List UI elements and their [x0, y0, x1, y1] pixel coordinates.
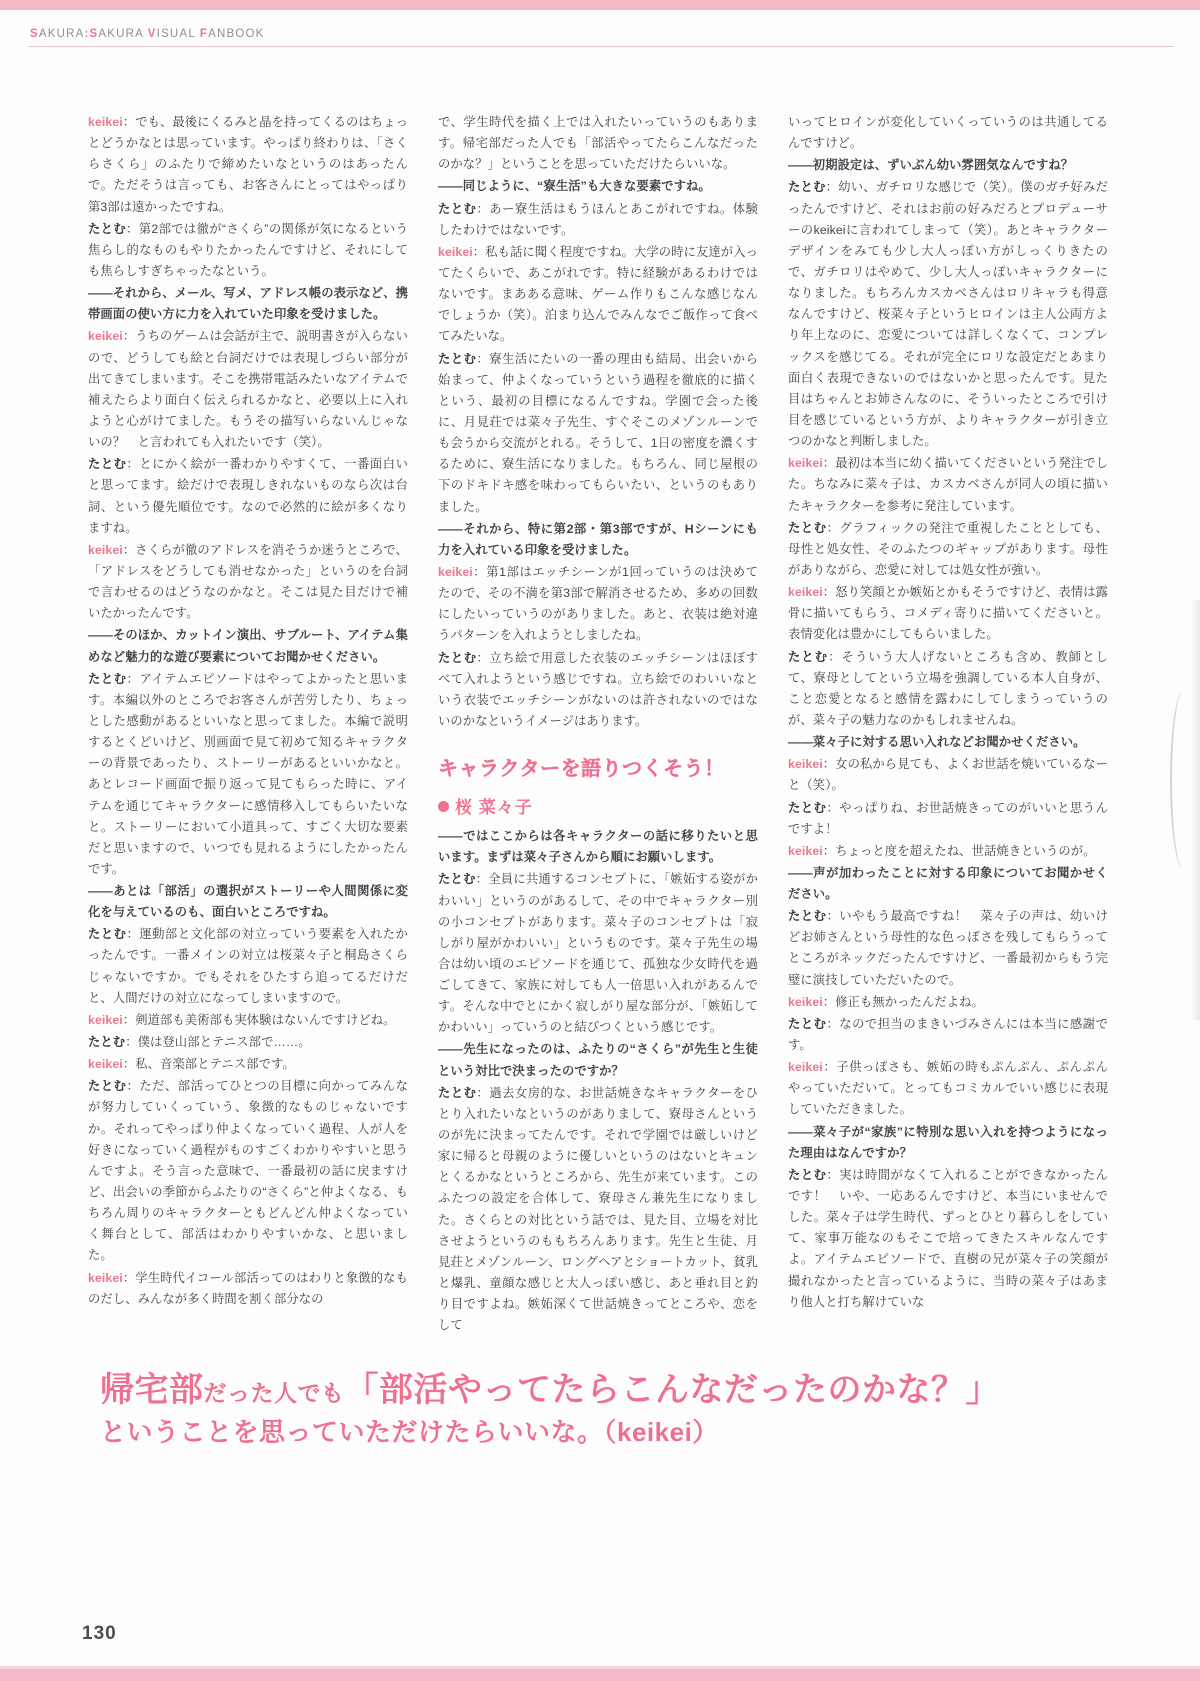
interviewer-question: [88, 625, 408, 667]
question-text: ——それから、メール、写メ、アドレス帳の表示など、携帯画面の使い方に力を入れていた印象を受けました。: [88, 286, 408, 322]
dialogue-text: 私も話に聞く程度ですね。大学の時に友達が入ってたくらいで、あこがれです。特に経験があるわけではないです。まあある意味、ゲーム作りもこんな感じなんでしょうか（笑）。泊まり込んでみんなでご飯作って食べてみたいな。: [438, 244, 758, 344]
dialogue-paragraph: [788, 1057, 1108, 1120]
speaker-label: keikei: [88, 1012, 123, 1027]
dialogue-text: やっぱりね、お世話焼きってのがいいと思うんですよ！: [788, 800, 1108, 836]
dialogue-text: 立ち絵で用意した衣装のエッチシーンはほぼすべて入れようという感じですね。立ち絵でのわいいなという衣装でエッチシーンがないのは許されないのではないのかなというイメージはあります。: [438, 650, 758, 728]
speaker-label: keikei: [788, 994, 823, 1009]
header-text-3: ISUAL: [156, 28, 200, 40]
dialogue-paragraph: [788, 841, 1108, 862]
speaker-label: たとむ: [88, 457, 127, 472]
dialogue-paragraph: [788, 453, 1108, 516]
dialogue-paragraph: [788, 177, 1108, 452]
interviewer-question: [788, 732, 1108, 753]
section-heading: キャラクターを語りつくそう！: [438, 758, 725, 781]
body-text: いってヒロインが変化していくっていうのは共通してるんですけど。: [788, 115, 1108, 151]
dialogue-paragraph: [788, 1165, 1108, 1313]
dialogue-text: 全員に共通するコンセプトに、「嫉妬する姿がかわいい」というのがあるして、その中でキャラクター別の小コンセプトがあります。菜々子のコンセプトは「寂しがり屋がかわいい」というものです。菜々子先生の場合は幼い頃のエピソードを通じて、孤独な少女時代を過ごしてきて、家族に対しても人一倍思い入れがあるんです。そんな中でとにかく寂しがり屋な部分が、「嫉妬してかわいい」っていうのと結びつくという感じです。: [438, 872, 758, 1035]
speaker-label: keikei: [438, 564, 473, 579]
pull-quote-seg-d: ということを思っていただけたらいいな。: [100, 1416, 604, 1447]
article-columns: [88, 112, 1108, 1333]
speaker-label: keikei: [438, 244, 473, 259]
pull-quote-attribution: （keikei）: [603, 1416, 719, 1447]
speaker-separator: ：: [122, 115, 136, 129]
dialogue-text: グラフィックの発注で重視したこととしても、母性と処女性、そのふたつのギャップがあります。母性がありながら、恋愛に対しては処女性が強い。: [788, 520, 1108, 577]
speaker-label: たとむ: [788, 1016, 827, 1031]
dialogue-paragraph: [88, 326, 408, 453]
speaker-label: たとむ: [438, 1085, 477, 1100]
pull-quote-line-1: [100, 1370, 1110, 1411]
dialogue-paragraph: [438, 562, 758, 647]
speaker-label: たとむ: [88, 221, 127, 236]
dialogue-text: 第1部はエッチシーンが1回っていうのは決めてたので、その不満を第3部で解消させるため、多めの回数にしたいっていうのがありました。あと、衣装は絶対違うパターンを入れようとしましたね。: [438, 564, 758, 643]
interviewer-question: [438, 176, 758, 197]
speaker-label: たとむ: [438, 351, 477, 366]
speaker-separator: ：: [822, 757, 836, 772]
dialogue-text: 運動部と文化部の対立っていう要素を入れたかったんです。一番メインの対立は桜菜々子と桐島さくらじゃないですか。でもそれをひたすら追ってるだけだと、人間だけの対立になってしまいますので。: [88, 927, 408, 1005]
interviewer-question: [438, 1039, 758, 1081]
speaker-separator: ：: [826, 1016, 840, 1031]
dialogue-text: とにかく絵が一番わかりやすくて、一番面白いと思ってます。絵だけで表現しきれないものなら次は台詞、という優先順位です。なので必然的に絵が多くなりますね。: [88, 457, 408, 535]
dialogue-text: 子供っぽさも、嫉妬の時もぷんぷん、ぷんぷんやっていただいて。とってもコミカルでいい感じに表現していただきました。: [788, 1060, 1108, 1117]
dialogue-text: 女の私から見ても、よくお世話を焼いているなーと（笑）。: [788, 757, 1108, 793]
dialogue-text: なので担当のまきいづみさんには本当に感謝です。: [788, 1016, 1108, 1053]
header-text-4: ANBOOK: [208, 28, 265, 40]
speaker-label: たとむ: [788, 649, 829, 664]
header-initial-v: V: [147, 28, 157, 40]
body-text: で、学生時代を描く上では入れたいっていうのもあります。帰宅部だった人でも「部活やってたらこんなだったのかな？」ということを思っていただけたらいいな。: [438, 115, 758, 172]
speaker-separator: ：: [476, 1085, 490, 1100]
speaker-separator: ：: [826, 1167, 840, 1182]
speaker-label: たとむ: [438, 650, 477, 665]
page-number: 130: [82, 1623, 117, 1644]
speaker-separator: ：: [126, 927, 140, 942]
dialogue-paragraph: [788, 647, 1108, 732]
speaker-separator: ：: [476, 201, 490, 216]
dialogue-text: さくらが徹のアドレスを消そうか迷うところで、「アドレスをどうしても消せなかった」というのを台詞で言わせるのはどうなのかなと。そこは見た目だけで補いたかったんです。: [88, 542, 408, 621]
pull-quote-line-2: [100, 1415, 1110, 1450]
speaker-separator: ：: [826, 520, 840, 535]
speaker-label: たとむ: [88, 1079, 127, 1094]
speaker-separator: ：: [126, 221, 139, 236]
dialogue-paragraph: [88, 540, 408, 625]
interviewer-question: [438, 826, 758, 868]
speaker-separator: ：: [125, 1035, 138, 1050]
dialogue-text: ちょっと度を超えたね、世話焼きというのが。: [835, 843, 1096, 858]
header-divider: [28, 46, 1174, 47]
dialogue-text: でも、最後にくるみと晶を持ってくるのはちょっとどうかなとは思っています。やっぱり終わりは、「さくらさくら」のふたりで締めたいなというのはあったんで。ただそうは言っても、お客さんにとってはやっぱり第3部は遠かったですね。: [88, 115, 408, 214]
dialogue-paragraph: [788, 754, 1108, 796]
dialogue-paragraph: [88, 1032, 408, 1053]
speaker-separator: ：: [826, 909, 840, 924]
column-2: [438, 112, 758, 1333]
speaker-separator: ：: [122, 542, 136, 557]
dialogue-text: そういう大人げないところも含め、教師として、寮母としてという立場を強調している本人自身が、こと恋愛となると感情を露わにしてしまうっていうのが、菜々子の魅力なのかもしれませんね。: [788, 649, 1108, 727]
dialogue-paragraph: [788, 518, 1108, 581]
speaker-separator: ：: [472, 564, 487, 579]
speaker-label: たとむ: [788, 800, 827, 815]
question-text: ——菜々子が“家族”に特別な思い入れを持つようになった理由はなんですか？: [788, 1124, 1108, 1160]
dialogue-paragraph: [88, 112, 408, 218]
interviewer-question: [788, 863, 1108, 905]
dialogue-paragraph: [88, 1076, 408, 1266]
bottom-border-bar: [0, 1669, 1200, 1681]
dialogue-text: 寮生活にたいの一番の理由も結局、出会いから始まって、仲よくなっていうという過程を徹底的に描くという、最初の目標になるんですね。学園で会った後に、月見荘では菜々子先生、すぐそこのメゾンルーンでも会うから交流がとれる。そうして、1日の密度を濃くするために、寮生活になりました。もちろん、同じ屋根の下のドキドキ感を味わってもらいたい、というのもありました。: [438, 351, 758, 514]
dialogue-text: 剣道部も美術部も実体験はないんですけどね。: [135, 1012, 396, 1027]
dialogue-paragraph: [438, 869, 758, 1038]
speaker-label: たとむ: [88, 671, 127, 686]
dialogue-paragraph: [88, 1054, 408, 1075]
speaker-label: keikei: [788, 1060, 823, 1075]
speaker-label: たとむ: [88, 1035, 126, 1050]
dialogue-text: 過去女房的な、お世話焼きなキャラクターをひとり入れたいなというのがありまして、寮母さんというのが先に決まってたんです。それで学園では厳しいけど家に帰ると母親のように優しいというのはないとキュンとくるかなというところから、先生が来ています。このふたつの設定を合体して、寮母さん兼先生になりました。さくらとの対比という話では、見た目、立場を対比させようというのももちろんあります。先生と生徒、月見荘とメゾンルーン、ロングヘアとショートカット、貧乳と爆乳、童顔な感じと大人っぽい感じ、あと垂れ目と釣り目ですよね。嫉妬深くて世話焼きってところや、恋をして: [438, 1085, 758, 1333]
dialogue-paragraph: [88, 219, 408, 282]
speaker-label: keikei: [788, 843, 823, 858]
dialogue-paragraph: [88, 454, 408, 539]
dialogue-paragraph: [788, 1014, 1108, 1056]
interviewer-question: [788, 1122, 1108, 1164]
speaker-label: たとむ: [788, 909, 827, 924]
pull-quote-seg-c: 「部活やってたらこんなだったのかな？」: [344, 1371, 1000, 1409]
speaker-separator: ：: [822, 585, 836, 600]
speaker-label: keikei: [88, 115, 123, 129]
body-paragraph: [438, 112, 758, 175]
dialogue-text: 第2部では徹が“さくら”の関係が気になるという焦らし的なものもやりたかったんですけど、それにしても焦らしすぎちゃったなという。: [88, 221, 408, 278]
speaker-separator: ：: [828, 649, 842, 664]
speaker-label: たとむ: [88, 927, 127, 942]
dialogue-text: 幼い、ガチロリな感じで（笑）。僕のガチ好みだったんですけど、それはお前の好みだろとプロデューサーのkeikeiに言われてしまって（笑）。あとキャラクターデザインをみても少し大人っぽい方がしっくりきたので、ガチロリはやめて、少し大人っぽいキャラクターになりました。もちろんカスカベさんはロリキャラも得意なんですけど、桜菜々子というヒロインは主人公両方より年上なのに、恋愛については詳しくなくて、コンプレックスを感じてる。それが完全にロリな設定だとあまり面白く表現できないのではないかと思ったんです。見た目はちゃんとお姉さんなのに、そういったところで引け目を感じているという方が、よりキャラクターが引き立つのかなと判断しました。: [788, 180, 1108, 449]
body-paragraph: [788, 112, 1108, 154]
header-text-1: AKURA: [38, 28, 85, 40]
page-curl-arc: [1170, 690, 1198, 870]
question-text: ——それから、特に第2部・第3部ですが、Hシーンにも力を入れている印象を受けました。: [438, 521, 758, 557]
dialogue-text: 学生時代イコール部活ってのはわりと象徴的なものだし、みんなが多く時間を割く部分なの: [88, 1270, 408, 1306]
speaker-label: keikei: [88, 1270, 123, 1285]
bullet-icon: [438, 801, 449, 812]
speaker-label: たとむ: [788, 520, 827, 535]
speaker-label: keikei: [788, 456, 823, 471]
dialogue-text: 最初は本当に幼く描いてくださいという発注でした。ちなみに菜々子は、カスカベさんが同人の頃に描いたキャラクターを参考に発注しています。: [788, 456, 1108, 513]
interviewer-question: [788, 155, 1108, 176]
speaker-label: keikei: [88, 1057, 123, 1072]
pull-quote-seg-a: 帰宅部: [100, 1371, 204, 1409]
interviewer-question: [88, 283, 408, 325]
speaker-separator: ：: [122, 1270, 136, 1285]
character-heading-label: 桜 菜々子: [455, 798, 533, 818]
dialogue-text: ただ、部活ってひとつの目標に向かってみんなが努力していくっていう、象徴的なものじゃないですか。それってやっぱり仲よくなっていく過程、人が人を好きになっていく過程がものすごくわかりやすいと思うんですよ。そう言った意味で、一番最初の話に戻ますけど、出会いの季節からふたりの“さくら”と仲よくなる、もちろん周りのキャラクターともどんどん仲よくなっていく舞台として、部活はわかりやすいかな、と思いました。: [88, 1079, 408, 1263]
speaker-separator: ：: [126, 1079, 140, 1094]
interviewer-question: [438, 519, 758, 561]
dialogue-text: 修正も無かったんだよね。: [835, 994, 984, 1009]
question-text: ——初期設定は、ずいぶん幼い雰囲気なんですね？: [788, 158, 1074, 173]
dialogue-text: アイテムエピソードはやってよかったと思います。本編以外のところでお客さんが苦労したり、ちょっとした感動があるといいなと思ってました。本編で説明するとくどいけど、別画面で見て初めて知るキャラクターの背景であったり、ストーリーがあるといいかなと。あとレコード画面で振り返って見てもらった時に、アイテムを通じてキャラクターに感情移入してもらいたいなと。ストーリーにおいて小道具って、すごく大切な要素だと思いますので、いつでも見れるようにしたかったんです。: [88, 671, 408, 876]
question-text: ——そのほか、カットイン演出、サブルート、アイテム集めなど魅力的な遊び要素についてお聞かせください。: [88, 628, 408, 664]
speaker-separator: ：: [822, 456, 836, 471]
question-text: ——あとは「部活」の選択がストーリーや人間関係に変化を与えているのも、面白いところですね。: [88, 884, 408, 920]
dialogue-paragraph: [438, 242, 758, 348]
pull-quote: [100, 1370, 1110, 1450]
header-text-2: AKURA: [98, 28, 148, 40]
dialogue-text: 私、音楽部とテニス部です。: [135, 1057, 295, 1072]
speaker-label: keikei: [88, 542, 123, 557]
speaker-separator: ：: [126, 671, 140, 686]
speaker-separator: ：: [822, 843, 836, 858]
speaker-label: keikei: [88, 329, 123, 344]
speaker-label: たとむ: [788, 1167, 827, 1182]
question-text: ——同じように、“寮生活”も大きな要素ですね。: [438, 179, 711, 194]
speaker-separator: ：: [826, 800, 840, 815]
dialogue-text: うちのゲームは会話が主で、説明書きが入らないので、どうしても絵と台詞だけでは表現しづらい部分が出てきてしまいます。そこを携帯電話みたいなアイテムで補えたらより面白く伝えられるかなと、必要以上に入れようと心がけてました。もうその描写いらないんじゃないの？ と言われても入れたいです（笑）。: [88, 329, 408, 450]
speaker-label: たとむ: [438, 872, 476, 887]
question-text: ——菜々子に対する思い入れなどお聞かせください。: [788, 735, 1086, 750]
speaker-label: keikei: [788, 585, 823, 600]
speaker-separator: ：: [822, 994, 836, 1009]
dialogue-text: 怒り笑顔とか嫉妬とかもそうですけど、表情は露骨に描いてもらう、コメディ寄りに描いてくださいと。表情変化は豊かにしてもらいました。: [788, 585, 1108, 642]
dialogue-text: あー寮生活はもうほんとあこがれですね。体験したわけではないです。: [438, 201, 758, 237]
dialogue-paragraph: [438, 648, 758, 733]
speaker-separator: ：: [126, 457, 140, 472]
dialogue-paragraph: [88, 669, 408, 880]
dialogue-paragraph: [438, 199, 758, 241]
dialogue-paragraph: [788, 992, 1108, 1013]
speaker-label: たとむ: [788, 180, 826, 195]
dialogue-text: いやもう最高ですね！ 菜々子の声は、幼いけどお姉さんという母性的な色っぽさを残してもらうってところがネックだったんですけど、一番最初からもう完璧に演技していただいたので。: [788, 909, 1108, 987]
header-colon-s: :S: [84, 28, 99, 40]
speaker-separator: ：: [475, 872, 489, 887]
speaker-separator: ：: [472, 244, 486, 259]
dialogue-paragraph: [788, 798, 1108, 840]
speaker-label: keikei: [788, 757, 823, 772]
dialogue-paragraph: [438, 1083, 758, 1337]
speaker-separator: ：: [122, 1057, 136, 1072]
pull-quote-seg-b: だった人でも: [203, 1380, 345, 1406]
question-text: ——声が加わったことに対する印象についてお聞かせください。: [788, 865, 1108, 902]
dialogue-paragraph: [88, 1010, 408, 1031]
column-3: [788, 112, 1108, 1309]
header-initial-f: F: [199, 28, 209, 40]
dialogue-paragraph: [88, 1268, 408, 1310]
character-heading: [438, 793, 758, 818]
speaker-separator: ：: [476, 650, 490, 665]
dialogue-text: 実は時間がなくて入れることができなかったんです！ いや、一応あるんですけど、本当にいませんでした。菜々子は学生時代、ずっとひとり暮らしをしていて、家事万能なのもそこで培ってきたスキルなんですよ。アイテムエピソードで、直樹の兄が菜々子の笑顔が撮れなかったと言っているように、当時の菜々子はあまり他人と打ち解けていな: [788, 1167, 1108, 1309]
speaker-label: たとむ: [438, 201, 477, 216]
question-text: ——先生になったのは、ふたりの“さくら”が先生と生徒という対比で決まったのですか？: [438, 1042, 758, 1078]
question-text: ——ではここからは各キャラクターの話に移りたいと思います。まずは菜々子さんから順にお願いします。: [438, 829, 758, 865]
speaker-separator: ：: [476, 351, 490, 366]
speaker-separator: ：: [822, 1060, 837, 1075]
speaker-separator: ：: [122, 1012, 136, 1027]
header-initial-s: S: [30, 28, 39, 40]
speaker-separator: ：: [825, 180, 839, 195]
speaker-separator: ：: [122, 329, 136, 344]
dialogue-paragraph: [88, 924, 408, 1009]
dialogue-paragraph: [788, 906, 1108, 991]
column-1: [88, 112, 408, 1306]
top-border-bar: [0, 0, 1200, 10]
interviewer-question: [88, 881, 408, 923]
running-header: [30, 28, 670, 40]
dialogue-paragraph: [788, 582, 1108, 645]
dialogue-text: 僕は登山部とテニス部で……。: [137, 1035, 311, 1050]
dialogue-paragraph: [438, 349, 758, 518]
